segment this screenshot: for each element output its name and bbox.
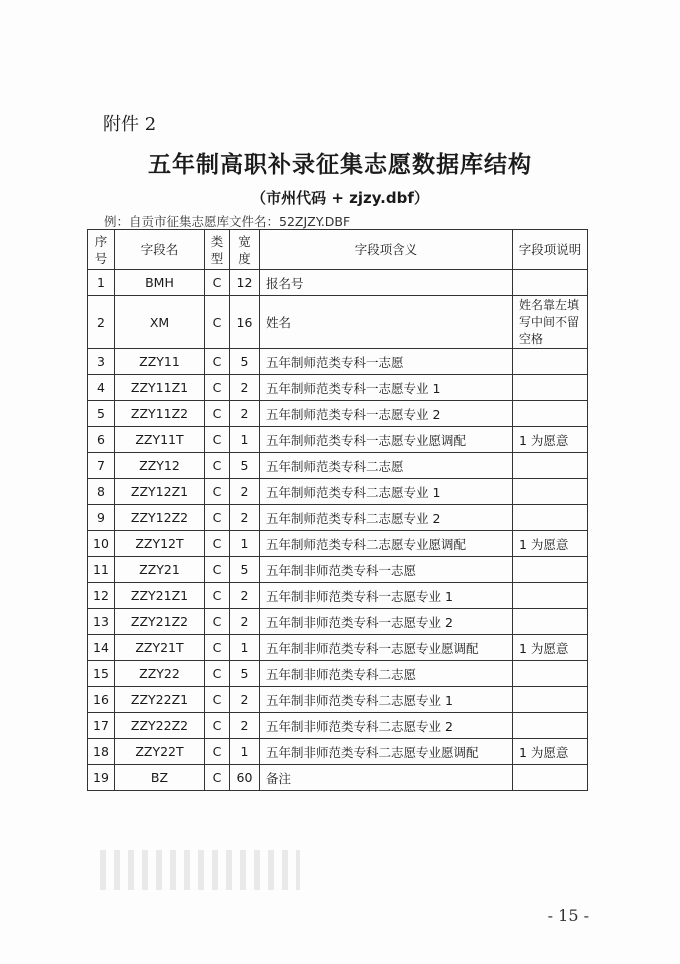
cell-meaning: 五年制师范类专科一志愿专业 1 <box>260 375 513 401</box>
table-row <box>88 349 588 375</box>
attachment-label: 附件 2 <box>103 114 157 135</box>
table-row <box>88 557 588 583</box>
cell-note <box>513 661 588 687</box>
cell-seq: 18 <box>88 739 115 765</box>
cell-width: 2 <box>230 401 260 427</box>
cell-field: ZZY22T <box>115 739 205 765</box>
cell-type: C <box>205 349 230 375</box>
cell-type: C <box>205 765 230 791</box>
cell-field: ZZY11 <box>115 349 205 375</box>
cell-meaning: 五年制非师范类专科一志愿专业 2 <box>260 609 513 635</box>
cell-width: 2 <box>230 479 260 505</box>
cell-type: C <box>205 375 230 401</box>
cell-type: C <box>205 635 230 661</box>
cell-meaning: 五年制非师范类专科一志愿专业愿调配 <box>260 635 513 661</box>
cell-meaning: 报名号 <box>260 270 513 296</box>
cell-note <box>513 687 588 713</box>
cell-seq: 13 <box>88 609 115 635</box>
page-subtitle: （市州代码 + zjzy.dbf） <box>251 189 429 207</box>
cell-note <box>513 713 588 739</box>
cell-width: 12 <box>230 270 260 296</box>
table-row <box>88 375 588 401</box>
cell-meaning: 五年制非师范类专科一志愿 <box>260 557 513 583</box>
cell-type: C <box>205 609 230 635</box>
cell-seq: 15 <box>88 661 115 687</box>
cell-note <box>513 557 588 583</box>
cell-field: ZZY21 <box>115 557 205 583</box>
cell-field: ZZY12T <box>115 531 205 557</box>
header-meaning: 字段项含义 <box>260 230 513 270</box>
cell-width: 1 <box>230 531 260 557</box>
cell-seq: 3 <box>88 349 115 375</box>
cell-width: 2 <box>230 687 260 713</box>
cell-width: 5 <box>230 349 260 375</box>
cell-field: BZ <box>115 765 205 791</box>
cell-seq: 2 <box>88 296 115 349</box>
cell-note <box>513 479 588 505</box>
table-row <box>88 635 588 661</box>
cell-seq: 5 <box>88 401 115 427</box>
cell-width: 16 <box>230 296 260 349</box>
cell-meaning: 五年制师范类专科二志愿专业 1 <box>260 479 513 505</box>
cell-meaning: 五年制师范类专科一志愿 <box>260 349 513 375</box>
header-type: 类型 <box>205 230 230 270</box>
cell-meaning: 五年制师范类专科一志愿专业 2 <box>260 401 513 427</box>
cell-note <box>513 453 588 479</box>
table-row <box>88 739 588 765</box>
cell-note: 1 为愿意 <box>513 531 588 557</box>
database-structure-table <box>87 229 588 791</box>
page-number: - 15 - <box>547 906 589 925</box>
table-row <box>88 427 588 453</box>
table-row <box>88 765 588 791</box>
header-field: 字段名 <box>115 230 205 270</box>
cell-meaning: 五年制师范类专科一志愿专业愿调配 <box>260 427 513 453</box>
cell-width: 5 <box>230 453 260 479</box>
cell-note: 1 为愿意 <box>513 739 588 765</box>
cell-note <box>513 583 588 609</box>
cell-type: C <box>205 583 230 609</box>
cell-note <box>513 349 588 375</box>
cell-note: 姓名靠左填写中间不留空格 <box>513 296 588 349</box>
cell-type: C <box>205 557 230 583</box>
cell-width: 1 <box>230 739 260 765</box>
cell-note <box>513 505 588 531</box>
cell-meaning: 五年制非师范类专科二志愿专业 2 <box>260 713 513 739</box>
table-row <box>88 453 588 479</box>
cell-field: ZZY21T <box>115 635 205 661</box>
cell-width: 2 <box>230 375 260 401</box>
cell-field: ZZY12 <box>115 453 205 479</box>
cell-note <box>513 765 588 791</box>
cell-width: 5 <box>230 557 260 583</box>
cell-seq: 19 <box>88 765 115 791</box>
cell-meaning: 五年制师范类专科二志愿专业愿调配 <box>260 531 513 557</box>
cell-seq: 12 <box>88 583 115 609</box>
cell-field: ZZY21Z2 <box>115 609 205 635</box>
table-row <box>88 713 588 739</box>
table-row <box>88 479 588 505</box>
table-row <box>88 270 588 296</box>
header-seq: 序号 <box>88 230 115 270</box>
cell-field: ZZY12Z1 <box>115 479 205 505</box>
cell-type: C <box>205 739 230 765</box>
cell-field: ZZY22 <box>115 661 205 687</box>
cell-type: C <box>205 713 230 739</box>
table-row <box>88 505 588 531</box>
cell-width: 2 <box>230 583 260 609</box>
cell-meaning: 五年制非师范类专科一志愿专业 1 <box>260 583 513 609</box>
cell-field: ZZY21Z1 <box>115 583 205 609</box>
cell-width: 1 <box>230 427 260 453</box>
cell-note <box>513 401 588 427</box>
cell-width: 5 <box>230 661 260 687</box>
cell-seq: 16 <box>88 687 115 713</box>
cell-field: XM <box>115 296 205 349</box>
cell-meaning: 五年制非师范类专科二志愿专业愿调配 <box>260 739 513 765</box>
cell-note <box>513 375 588 401</box>
cell-type: C <box>205 427 230 453</box>
table-row <box>88 687 588 713</box>
cell-field: ZZY22Z2 <box>115 713 205 739</box>
table-row <box>88 583 588 609</box>
cell-type: C <box>205 687 230 713</box>
cell-type: C <box>205 296 230 349</box>
cell-seq: 1 <box>88 270 115 296</box>
cell-width: 2 <box>230 609 260 635</box>
table-header-row <box>88 230 588 270</box>
cell-type: C <box>205 505 230 531</box>
cell-field: BMH <box>115 270 205 296</box>
cell-type: C <box>205 531 230 557</box>
cell-meaning: 五年制师范类专科二志愿 <box>260 453 513 479</box>
example-filename: 例：自贡市征集志愿库文件名：52ZJZY.DBF <box>104 214 351 229</box>
cell-note <box>513 609 588 635</box>
cell-seq: 17 <box>88 713 115 739</box>
cell-type: C <box>205 661 230 687</box>
table-row <box>88 296 588 349</box>
cell-meaning: 五年制师范类专科二志愿专业 2 <box>260 505 513 531</box>
cell-type: C <box>205 453 230 479</box>
cell-field: ZZY12Z2 <box>115 505 205 531</box>
cell-seq: 10 <box>88 531 115 557</box>
cell-seq: 8 <box>88 479 115 505</box>
header-width: 宽度 <box>230 230 260 270</box>
cell-seq: 4 <box>88 375 115 401</box>
table-row <box>88 609 588 635</box>
cell-width: 2 <box>230 713 260 739</box>
cell-seq: 11 <box>88 557 115 583</box>
cell-width: 60 <box>230 765 260 791</box>
cell-note <box>513 270 588 296</box>
cell-width: 2 <box>230 505 260 531</box>
cell-note: 1 为愿意 <box>513 427 588 453</box>
cell-seq: 7 <box>88 453 115 479</box>
page-title: 五年制高职补录征集志愿数据库结构 <box>148 151 532 178</box>
cell-field: ZZY11T <box>115 427 205 453</box>
table-row <box>88 661 588 687</box>
cell-type: C <box>205 270 230 296</box>
cell-note: 1 为愿意 <box>513 635 588 661</box>
cell-type: C <box>205 479 230 505</box>
cell-meaning: 五年制非师范类专科二志愿专业 1 <box>260 687 513 713</box>
cell-field: ZZY11Z1 <box>115 375 205 401</box>
header-note: 字段项说明 <box>513 230 588 270</box>
cell-meaning: 姓名 <box>260 296 513 349</box>
cell-meaning: 五年制非师范类专科二志愿 <box>260 661 513 687</box>
cell-type: C <box>205 401 230 427</box>
cell-meaning: 备注 <box>260 765 513 791</box>
cell-seq: 9 <box>88 505 115 531</box>
cell-field: ZZY11Z2 <box>115 401 205 427</box>
cell-seq: 14 <box>88 635 115 661</box>
table-row <box>88 531 588 557</box>
cell-width: 1 <box>230 635 260 661</box>
table-row <box>88 401 588 427</box>
scan-smudge <box>100 850 300 890</box>
cell-seq: 6 <box>88 427 115 453</box>
cell-field: ZZY22Z1 <box>115 687 205 713</box>
